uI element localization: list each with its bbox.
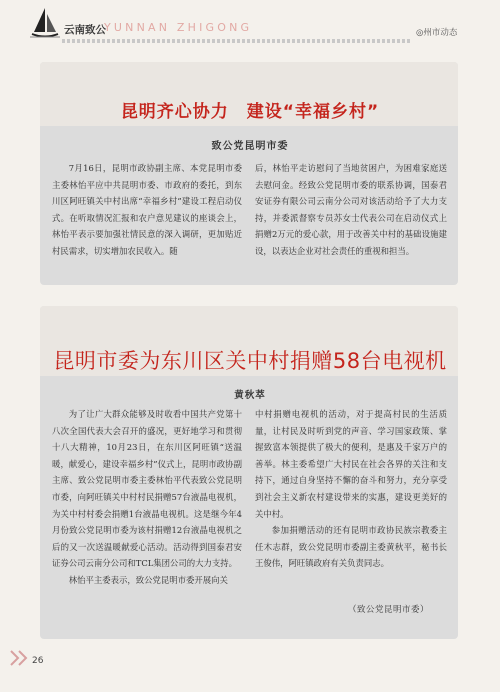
chevron-right-icon: [8, 648, 32, 668]
article-1-left-column: [52, 160, 242, 260]
sailboat-logo-icon: [30, 6, 60, 40]
article-2-byline: 黄秋萃: [234, 390, 266, 401]
header-divider: [62, 39, 412, 43]
article-1-right-column: [255, 160, 447, 260]
article-2-left-column: [52, 406, 242, 589]
article-2-paragraph: 参加捐赠活动的还有昆明市政协民族宗教委主任木志群，致公党昆明市委副主委黄秋平，秘书长王俊伟，阿旺镇政府有关负责同志。: [255, 525, 447, 569]
article-2-title: 昆明市委为东川区关中村捐赠58台电视机: [53, 349, 447, 373]
page-number: 26: [32, 656, 44, 666]
page-header: [0, 0, 500, 52]
section-tag: ◎州市动态: [416, 28, 458, 38]
article-1-byline: 致公党昆明市委: [211, 141, 289, 152]
article-2-paragraph: 为了让广大群众能够及时收看中国共产党第十八次全国代表大会召开的盛况，更好地学习和贯彻十八大精神，10月23日，在东川区阿旺镇“送温暖，献爱心，建设幸福乡村”仪式上，昆明市政协副主席、致公党昆明市委主委林怡平代表致公党昆明市委，向阿旺镇关中村村民捐赠57台液晶电视机，为关中村村委会捐赠1台液晶电视机。这是继今年4月份致公党昆明市委为该村捐赠12台液晶电视机之后的又一次送温暖献爱心活动。活动得到国泰君安证券公司云南分公司和TCL集团公司的大力支持。: [52, 409, 242, 569]
article-2-credit: （致公党昆明市委）: [348, 605, 430, 615]
article-1-paragraph: 7月16日，昆明市政协副主席、本党昆明市委主委林怡平应中共昆明市委、市政府的委托，到东川区阿旺镇关中村出席“幸福乡村”建设工程启动仪式。在听取情况汇报和农户意见建议的座谈会上，林怡平表示要加强社情民意的深入调研，更加贴近村民需求，切实增加农民收入。随: [52, 163, 242, 256]
magazine-name: 云南致公: [64, 24, 106, 36]
article-1-paragraph: 后，林怡平走访慰问了当地贫困户，为困难家庭送去慰问金。经致公党昆明市委的联系协调，国泰君安证券有限公司云南分公司对该活动给予了大力支持，并委派督察专员苏女士代表公司在启动仪式上捐赠2万元的爱心款，用于改善关中村的基础设施建设，以表达企业对社会责任的重视和担当。: [255, 163, 447, 256]
article-2-paragraph: 林怡平主委表示，致公党昆明市委开展向关: [68, 574, 228, 585]
magazine-latin-name: YUNNAN ZHIGONG: [104, 21, 253, 34]
article-1-title: 昆明齐心协力 建设“幸福乡村”: [120, 102, 380, 122]
article-2-right-column: [255, 406, 447, 572]
article-2-paragraph: 中村捐赠电视机的活动，对于提高村民的生活质量，让村民及时听到党的声音、学习国家政策、掌握致富本领提供了极大的便利，是惠及千家万户的善举。林主委希望广大村民在社会各界的关注和支持下，通过自身坚持不懈的奋斗和努力，充分享受到社会主义新农村建设带来的实惠，建设更美好的关中村。: [255, 409, 447, 519]
